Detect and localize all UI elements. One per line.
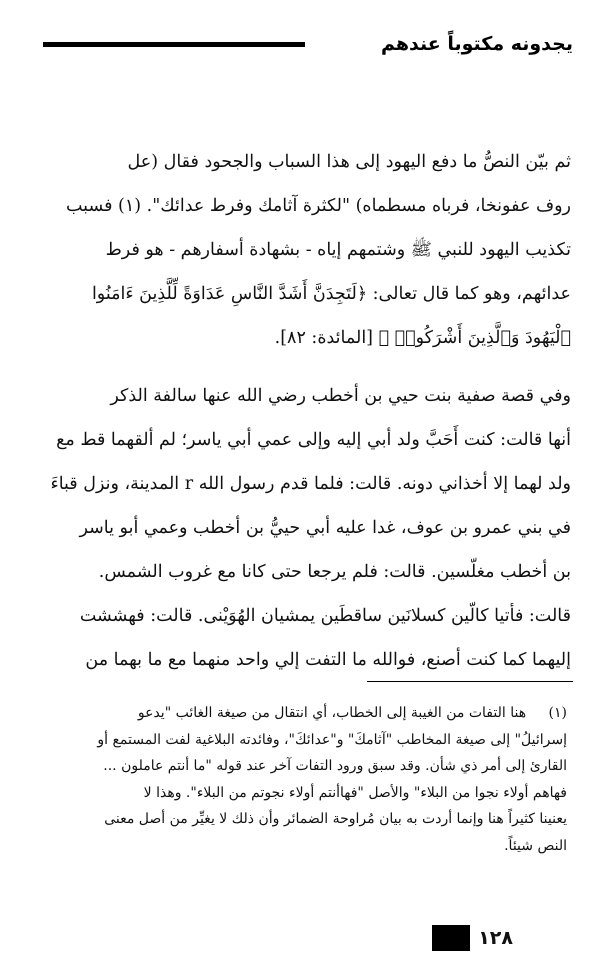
paragraph: [40, 374, 571, 682]
paragraph-gap: [40, 360, 571, 374]
text-line: تكذيب اليهود للنبي ﷺ وشتمهم إياه - بشهادة أسفارهم - هو فرط: [105, 240, 571, 260]
text-line: ثم بيّن النصُّ ما دفع اليهود إلى هذا السباب والجحود فقال (عل: [127, 152, 571, 172]
header-rule: [43, 42, 305, 47]
text-line: في بني عمرو بن عوف، غدا عليه أبي حييُّ بن أخطب وعمي أبو ياسر: [79, 518, 571, 538]
footnote-line: يعنينا كثيراً هنا وإنما أردت به بيان مُراوحة الضمائر وأن ذلك لا يغيِّر من أصل معنى: [104, 811, 567, 827]
running-title: يجدونه مكتوباً عندهم: [380, 33, 573, 55]
footnote-line: القارئ إلى أمر ذي شأن. وقد سبق ورود التفات آخر عند قوله "ما أنتم عاملون ...: [103, 758, 567, 774]
page-number-block: [432, 925, 470, 951]
text-line: روف عفونخا، فرباه مسطماه) "لكثرة آثامك وفرط عدائك". (١) فسبب: [66, 196, 571, 216]
text-line: أنها قالت: كنت أَحَبَّ ولد أبي إليه وإلى عمي أبي ياسر؛ لم ألقهما قط مع: [56, 430, 571, 450]
footnote-text: هنا التفات من الغيبة إلى الخطاب، أي انتقال من صيغة الغائب "يدعو: [137, 705, 527, 721]
paragraph: [40, 140, 571, 360]
text-line: ٱلْيَهُودَ وَٱلَّذِينَ أَشْرَكُوا۟ ﴾ [المائدة: ٨٢].: [274, 328, 571, 348]
page-number: ١٢٨: [478, 927, 513, 949]
footnote-line: [45, 700, 567, 727]
footnote-line: فهاهم أولاء نجوا من البلاء" والأصل "فهاأنتم أولاء نجوتم من البلاء". وهذا لا: [143, 784, 567, 801]
text-line: وفي قصة صفية بنت حيي بن أخطب رضي الله عنها سالفة الذكر: [110, 386, 571, 406]
text-line: عدائهم، وهو كما قال تعالى: ﴿لَتَجِدَنَّ أَشَدَّ النَّاسِ عَدَاوَةً لِّلَّذِينَ ءَامَنُوا: [91, 284, 571, 304]
running-header: [43, 30, 573, 58]
page-footer: [432, 924, 513, 952]
text-line: قالت: فأتيا كالّين كسلانَين ساقطَين يمشيان الهُوَيْنى. قالت: فهششت: [79, 606, 571, 626]
footnote-rule: [367, 681, 573, 682]
footnote-number: (١): [548, 705, 567, 721]
text-line: بن أخطب مغلّسين. قالت: فلم يرجعا حتى كانا مع غروب الشمس.: [98, 562, 571, 582]
footnote-line: النص شيئاً.: [504, 837, 567, 854]
main-text: [40, 140, 571, 682]
text-line: ولد لهما إلا أخذاني دونه. قالت: فلما قدم رسول الله r المدينة، ونزل قباءَ: [50, 474, 571, 494]
footnote-line: إسرائيلُ" إلى صيغة المخاطب "آثامكَ" و"عدائكَ"، وفائدته البلاغية لفت المستمع أو: [97, 731, 567, 748]
footnotes: [45, 700, 567, 859]
text-line: إليهما كما كنت أصنع، فوالله ما التفت إلي واحد منهما مع ما بهما من: [85, 650, 571, 670]
